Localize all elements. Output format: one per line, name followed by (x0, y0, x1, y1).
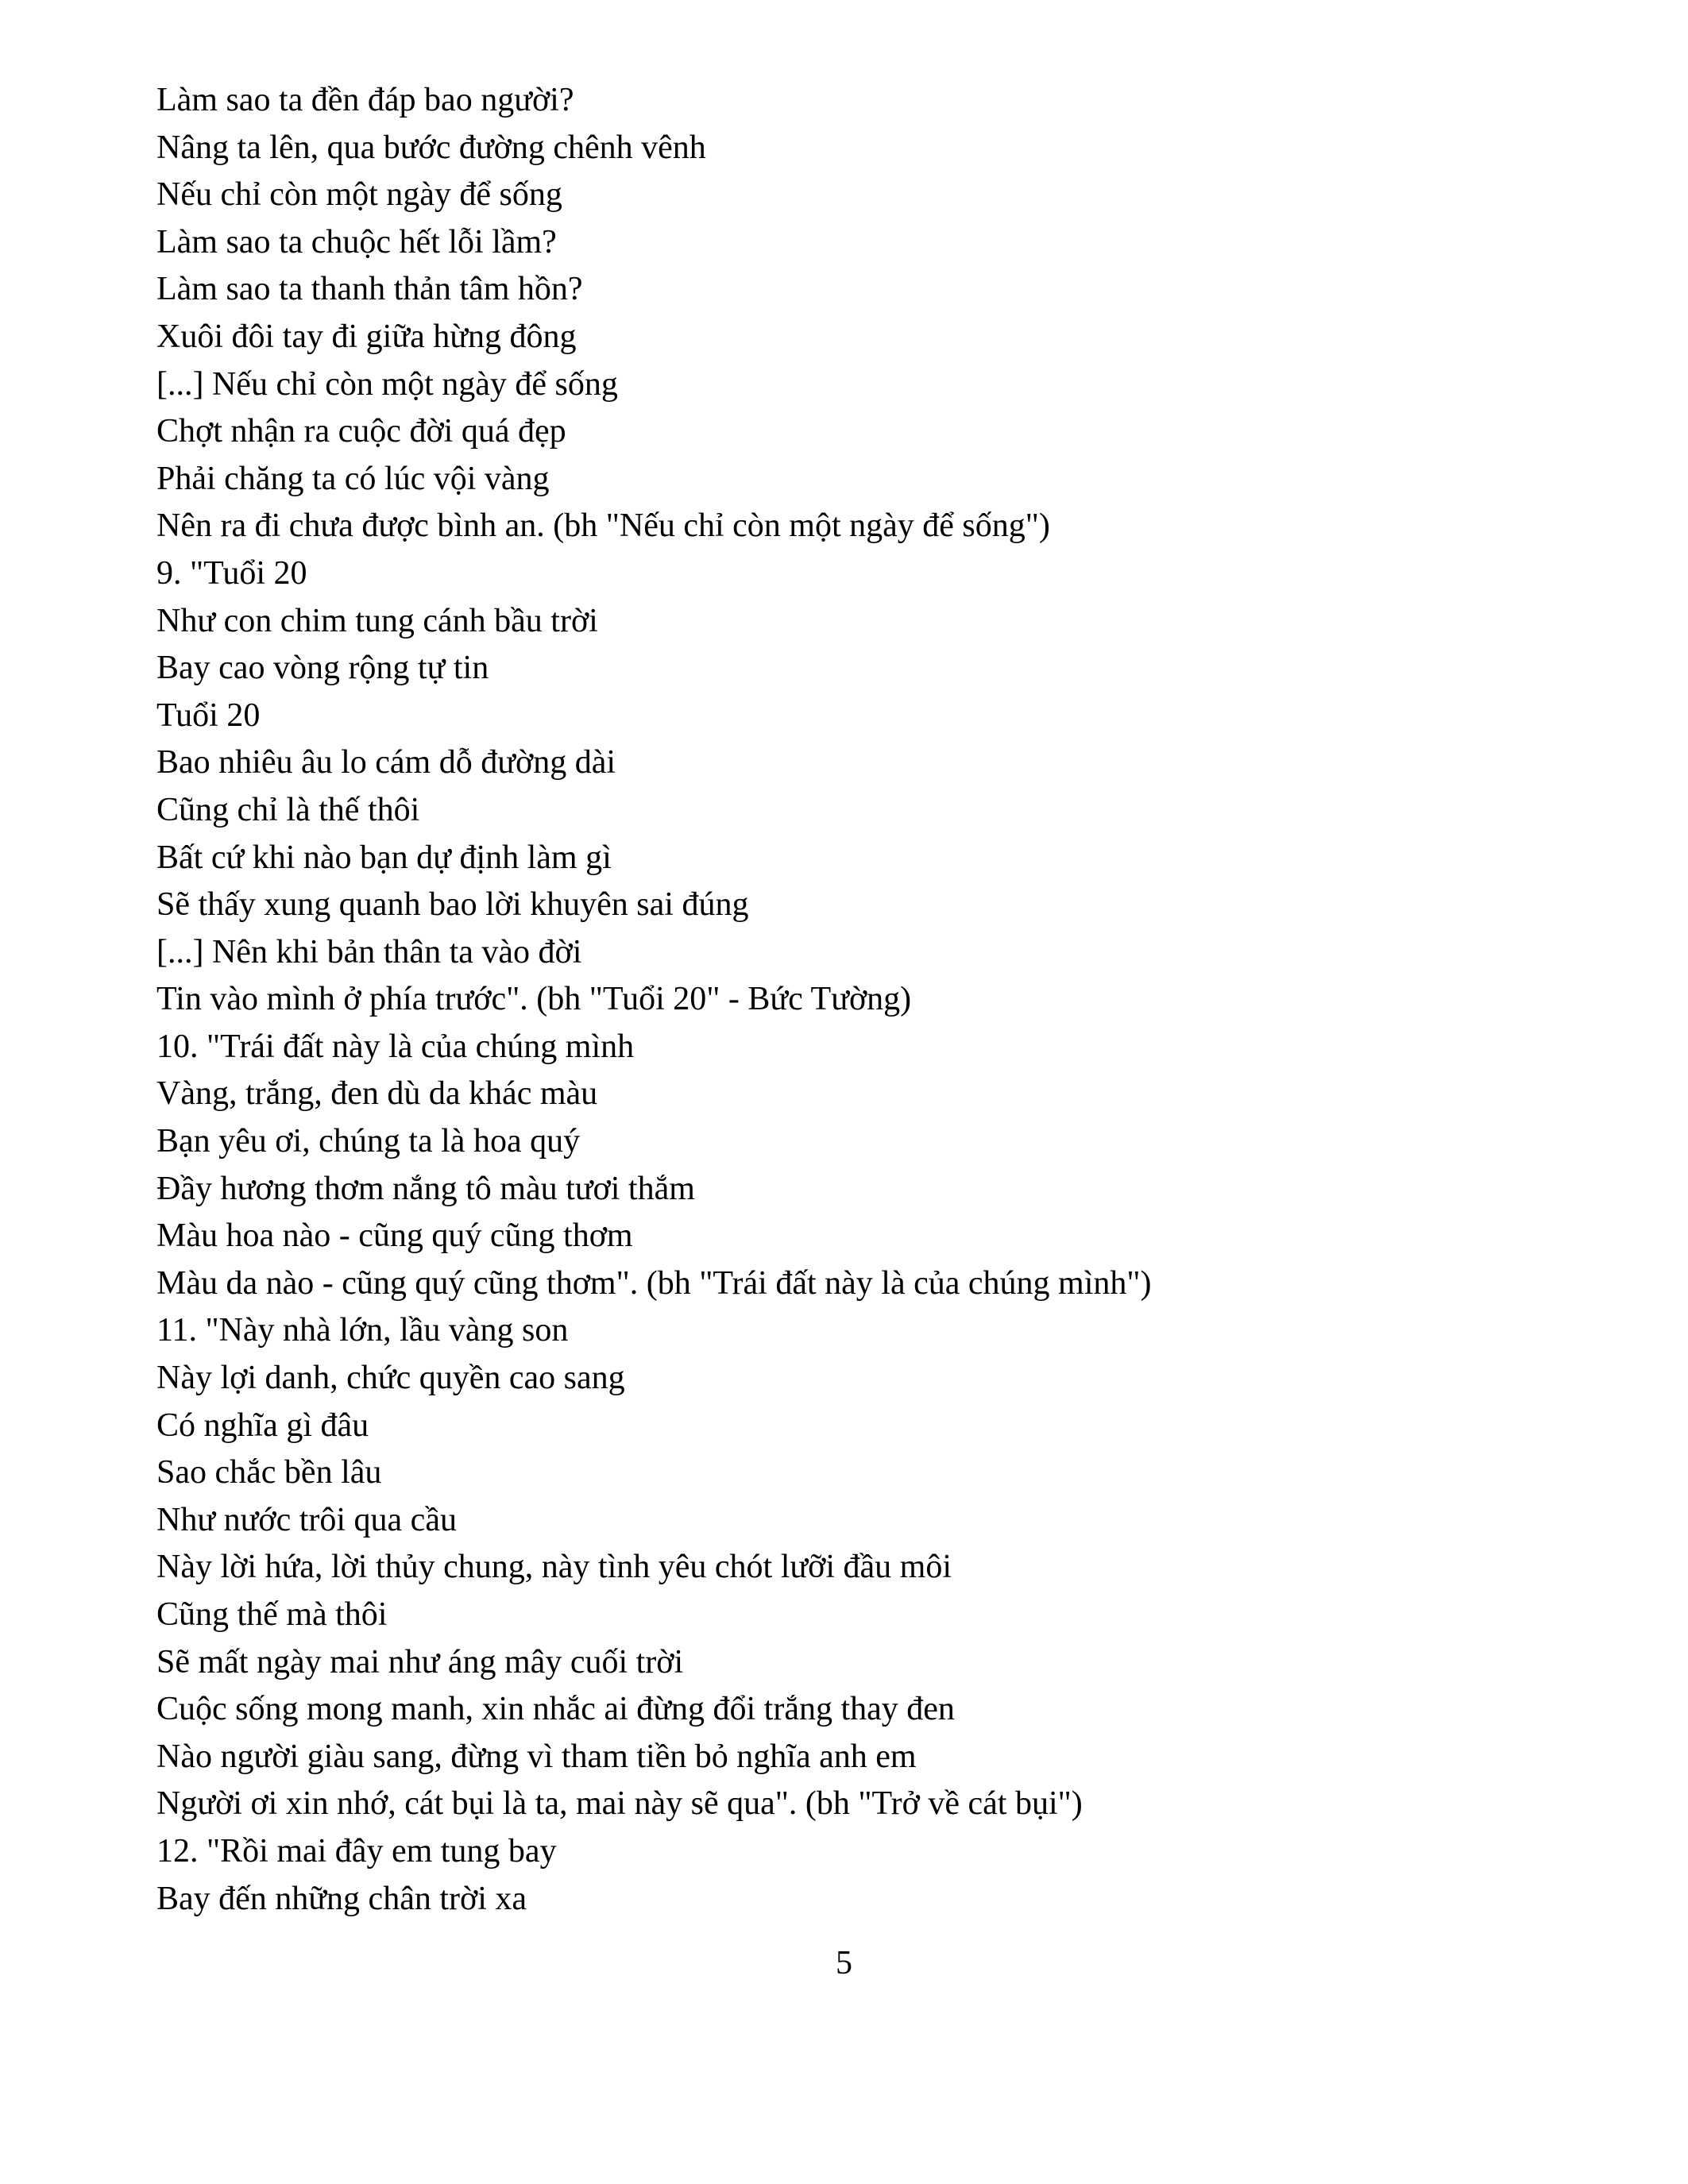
text-line: [...] Nếu chỉ còn một ngày để sống (156, 365, 618, 403)
text-line: Cũng thế mà thôi (156, 1596, 388, 1633)
text-line: Xuôi đôi tay đi giữa hừng đông (156, 318, 577, 355)
text-line: Như nước trôi qua cầu (156, 1501, 457, 1538)
text-line: Làm sao ta đền đáp bao người? (156, 82, 574, 118)
text-line: Nếu chỉ còn một ngày để sống (156, 176, 562, 214)
body-text (156, 77, 1555, 1923)
text-line: Có nghĩa gì đâu (156, 1406, 369, 1444)
text-line: Đầy hương thơm nắng tô màu tươi thắm (156, 1170, 695, 1207)
text-line: Bay đến những chân trời xa (156, 1880, 527, 1917)
text-line: Làm sao ta thanh thản tâm hồn? (156, 271, 583, 308)
text-line: Nên ra đi chưa được bình an. (bh "Nếu chỉ còn một ngày để sống") (156, 507, 1050, 545)
text-line: Sao chắc bền lâu (156, 1454, 382, 1491)
text-line: Cũng chỉ là thế thôi (156, 791, 420, 828)
text-line: Này lợi danh, chức quyền cao sang (156, 1360, 625, 1397)
text-line: Người ơi xin nhớ, cát bụi là ta, mai này sẽ qua". (bh "Trở về cát bụi") (156, 1785, 1083, 1823)
text-line: Bay cao vòng rộng tự tin (156, 650, 489, 687)
page-number: 5 (836, 1945, 852, 1981)
text-line: 9. "Tuổi 20 (156, 554, 307, 592)
text-line: Này lời hứa, lời thủy chung, này tình yêu chót lưỡi đầu môi (156, 1549, 952, 1586)
text-line: Sẽ mất ngày mai như áng mây cuối trời (156, 1643, 684, 1680)
text-line: Như con chim tung cánh bầu trời (156, 602, 598, 639)
text-line: Bạn yêu ơi, chúng ta là hoa quý (156, 1123, 581, 1160)
text-line: Tuổi 20 (156, 696, 261, 734)
text-line: 11. "Này nhà lớn, lầu vàng son (156, 1312, 569, 1349)
text-line: Phải chăng ta có lúc vội vàng (156, 460, 550, 497)
text-line: [...] Nên khi bản thân ta vào đời (156, 933, 582, 970)
text-line: Vàng, trắng, đen dù da khác màu (156, 1075, 598, 1113)
text-line: Bất cứ khi nào bạn dự định làm gì (156, 839, 612, 876)
text-line: Chợt nhận ra cuộc đời quá đẹp (156, 413, 566, 450)
text-line: Màu da nào - cũng quý cũng thơm". (bh "Trái đất này là của chúng mình") (156, 1264, 1152, 1302)
text-line: Làm sao ta chuộc hết lỗi lầm? (156, 223, 557, 260)
text-line: Màu hoa nào - cũng quý cũng thơm (156, 1217, 633, 1255)
text-line: Sẽ thấy xung quanh bao lời khuyên sai đúng (156, 886, 749, 924)
text-line: 10. "Trái đất này là của chúng mình (156, 1028, 635, 1065)
text-line: 12. "Rồi mai đây em tung bay (156, 1832, 557, 1870)
text-line: Nào người giàu sang, đừng vì tham tiền bỏ nghĩa anh em (156, 1738, 917, 1775)
text-line: Bao nhiêu âu lo cám dỗ đường dài (156, 744, 616, 781)
text-line: Cuộc sống mong manh, xin nhắc ai đừng đổi trắng thay đen (156, 1691, 955, 1728)
text-line: Nâng ta lên, qua bước đường chênh vênh (156, 129, 706, 166)
text-line: Tin vào mình ở phía trước". (bh "Tuổi 20" - Bức Tường) (156, 981, 912, 1018)
